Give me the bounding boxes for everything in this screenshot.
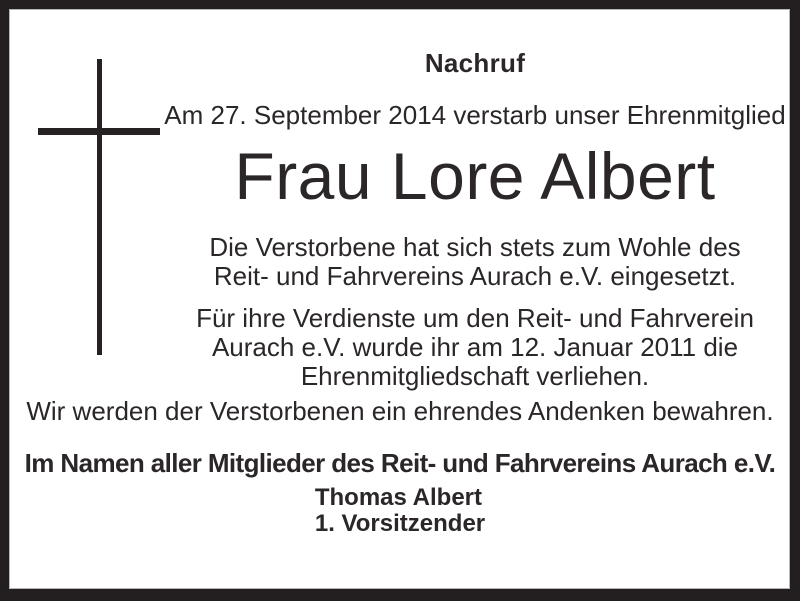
- signature-line: Im Namen aller Mitglieder des Reit- und Fahrvereins Aurach e.V.: [24, 448, 776, 478]
- signatory-role: 1. Vorsitzender: [314, 510, 486, 537]
- paragraph-honor-line-2: Aurach e.V. wurde ihr am 12. Januar 2011 die: [211, 332, 739, 362]
- cross-horizontal-bar: [38, 128, 160, 135]
- intro-line: Am 27. September 2014 verstarb unser Ehrenmitglied: [164, 100, 786, 130]
- notice-title: Nachruf: [424, 48, 526, 78]
- paragraph-honor-line-1: Für ihre Verdienste um den Reit- und Fahrverein: [196, 303, 754, 333]
- signatory-name: Thomas Albert: [314, 484, 482, 511]
- deceased-name: Frau Lore Albert: [234, 139, 716, 213]
- cross-vertical-bar: [97, 59, 102, 355]
- signatory-block: [10, 485, 790, 537]
- paragraph-dedication-line-2: Reit- und Fahrvereins Aurach e.V. eingesetzt.: [213, 261, 737, 291]
- paragraph-dedication-line-1: Die Verstorbene hat sich stets zum Wohle des: [209, 232, 741, 262]
- paragraph-honor: [160, 304, 790, 391]
- paragraph-honor-line-3: Ehrenmitgliedschaft verliehen.: [300, 361, 650, 391]
- remembrance-line: Wir werden der Verstorbenen ein ehrendes Andenken bewahren.: [26, 396, 774, 426]
- paragraph-dedication: [160, 233, 790, 291]
